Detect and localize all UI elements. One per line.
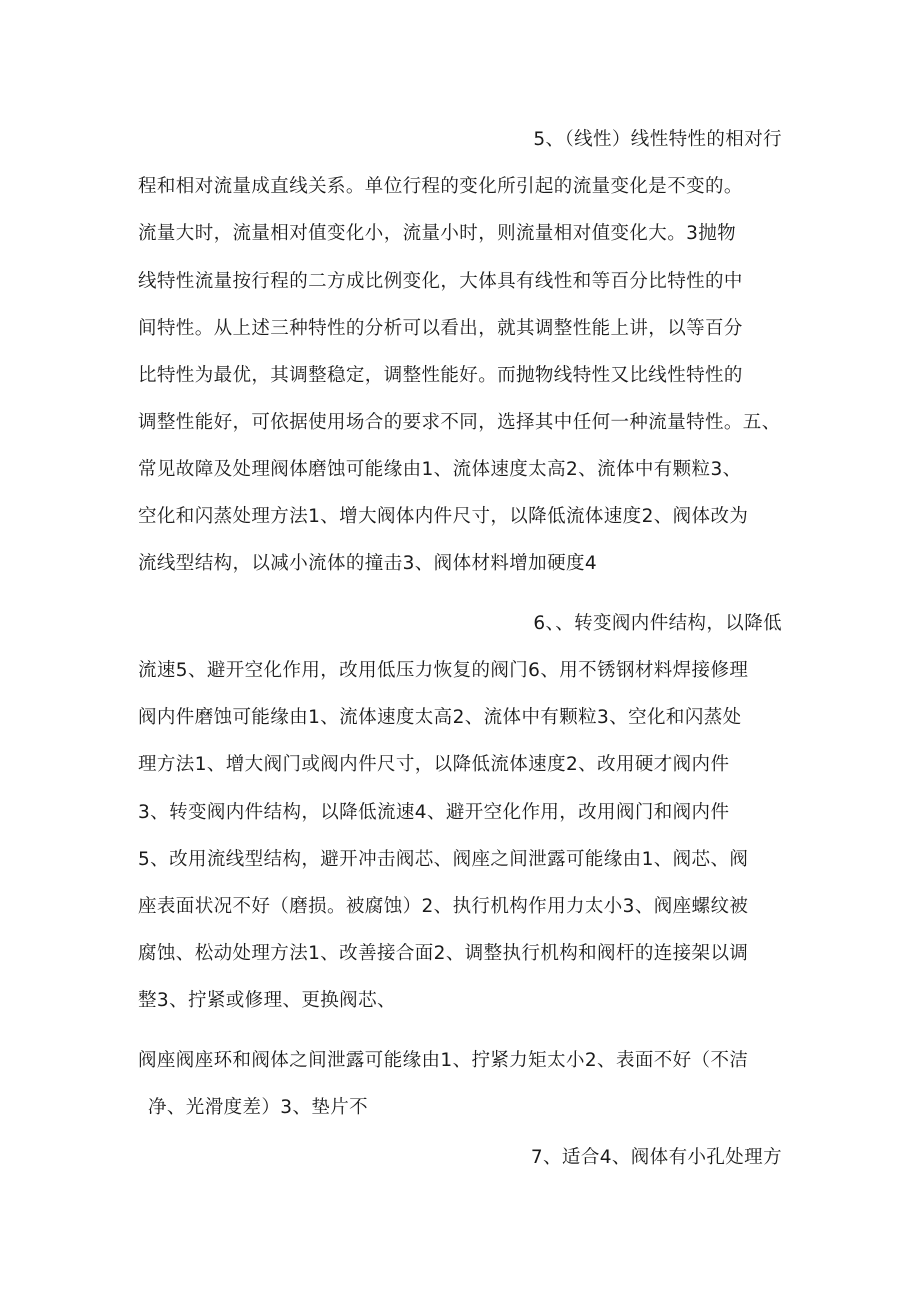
paragraph-line: 3、转变阀内件结构，以降低流速4、避开空化作用，改用阀门和阀内件 (138, 802, 730, 823)
paragraph-line: 座表面状况不好（磨损。被腐蚀）2、执行机构作用力太小3、阀座螺纹被 (138, 896, 749, 917)
paragraph-line: 流线型结构，以减小流体的撞击3、阀体材料增加硬度4 (138, 553, 598, 574)
paragraph-line: 流量大时，流量相对值变化小，流量小时，则流量相对值变化大。3抛物 (138, 223, 737, 244)
paragraph-line: 间特性。从上述三种特性的分析可以看出，就其调整性能上讲，以等百分 (138, 318, 743, 339)
paragraph-line: 调整性能好，可依据使用场合的要求不同，选择其中任何一种流量特性。五、 (138, 412, 781, 433)
paragraph-line: 6、、转变阀内件结构，以降低 (533, 613, 782, 634)
paragraph-line: 程和相对流量成直线关系。单位行程的变化所引起的流量变化是不变的。 (138, 176, 743, 197)
paragraph-line: 线特性流量按行程的二方成比例变化，大体具有线性和等百分比特性的中 (138, 271, 743, 292)
paragraph-line: 常见故障及处理阀体磨蚀可能缘由1、流体速度太高2、流体中有颗粒3、 (138, 459, 742, 480)
paragraph-line: 净、光滑度差）3、垫片不 (148, 1097, 369, 1118)
paragraph-line: 整3、拧紧或修理、更换阀芯、 (138, 990, 396, 1011)
paragraph-line: 阀座阀座环和阀体之间泄露可能缘由1、拧紧力矩太小2、表面不好（不洁 (138, 1050, 749, 1071)
paragraph-line: 5、改用流线型结构，避开冲击阀芯、阀座之间泄露可能缘由1、阀芯、阀 (138, 849, 749, 870)
paragraph-line: 腐蚀、松动处理方法1、改善接合面2、调整执行机构和阀杆的连接架以调 (138, 943, 749, 964)
paragraph-line: 理方法1、增大阀门或阀内件尺寸，以降低流体速度2、改用硬才阀内件 (138, 754, 730, 775)
paragraph-line: 流速5、避开空化作用，改用低压力恢复的阀门6、用不锈钢材料焊接修理 (138, 660, 749, 681)
paragraph-line: 阀内件磨蚀可能缘由1、流体速度太高2、流体中有颗粒3、空化和闪蒸处 (138, 707, 742, 728)
paragraph-line: 5、（线性）线性特性的相对行 (533, 129, 782, 150)
paragraph-line: 比特性为最优，其调整稳定，调整性能好。而抛物线特性又比线性特性的 (138, 365, 743, 386)
paragraph-line: 7、适合4、阀体有小孔处理方 (530, 1147, 782, 1168)
paragraph-line: 空化和闪蒸处理方法1、增大阀体内件尺寸，以降低流体速度2、阀体改为 (138, 506, 749, 527)
